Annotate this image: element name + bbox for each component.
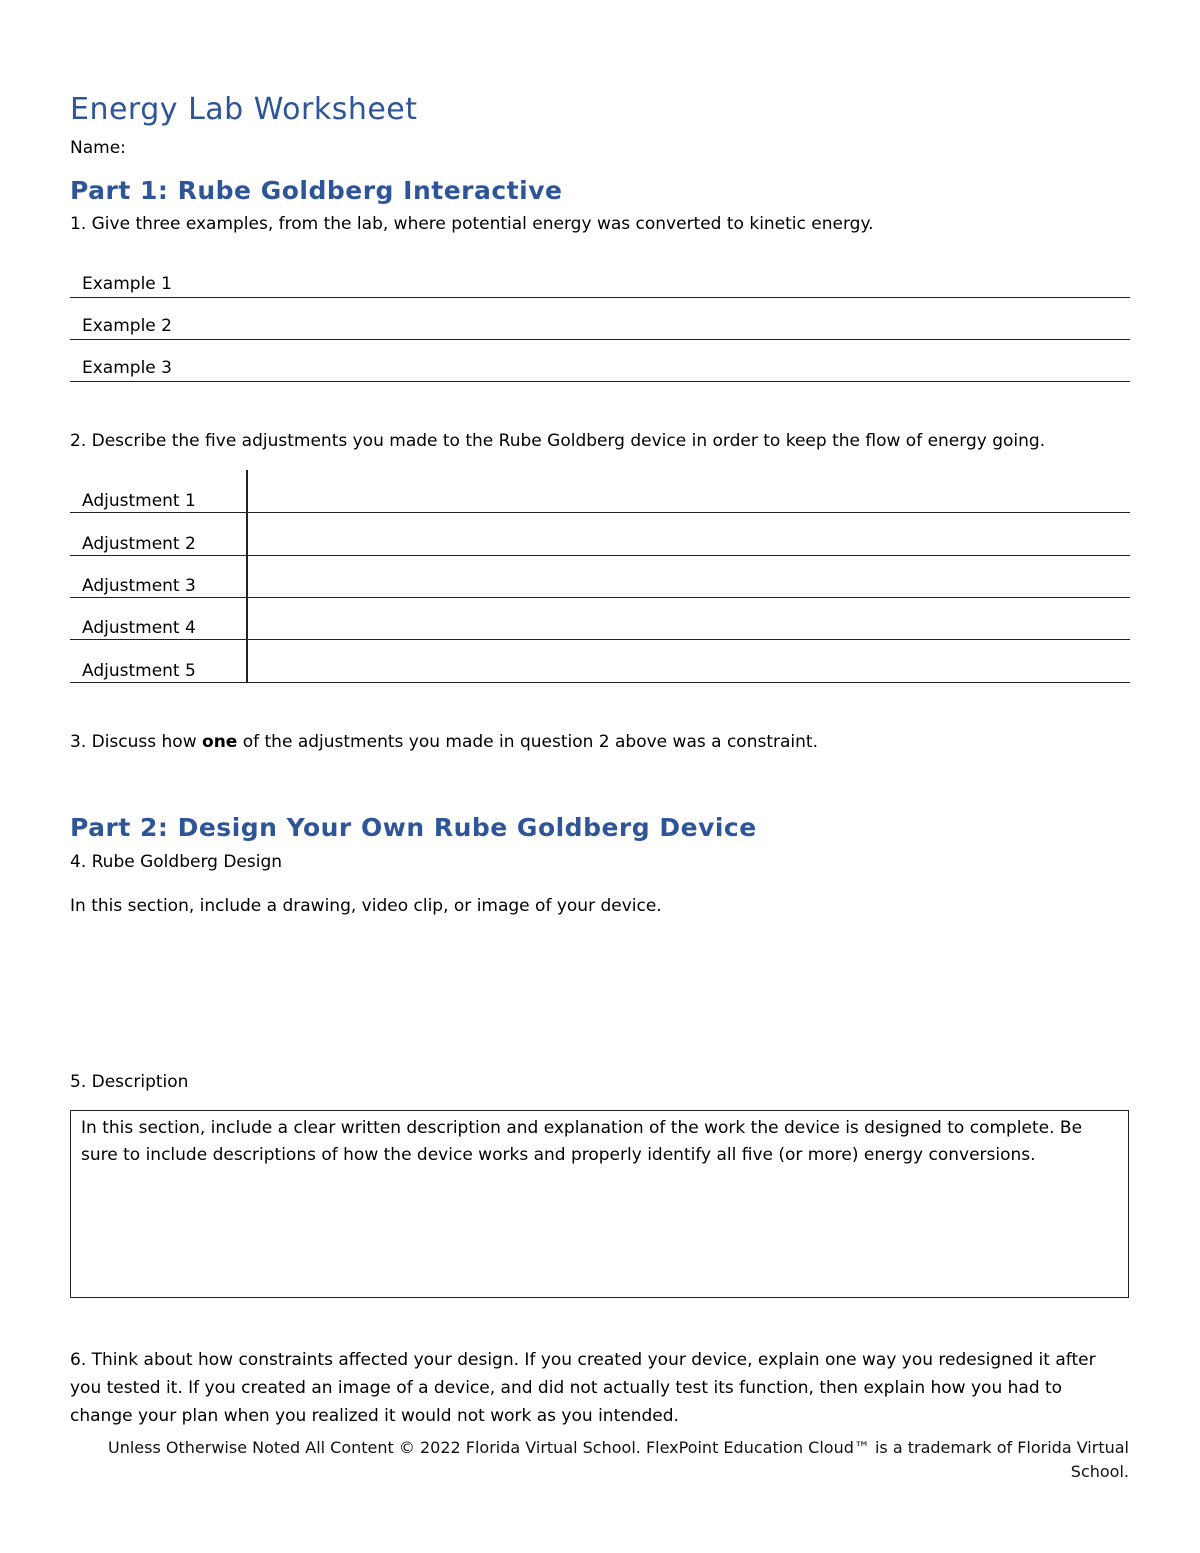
footer-copyright: Unless Otherwise Noted All Content © 2022 Florida Virtual School. FlexPoint Education Cloud™ is a trademark of Florida Virtual School.: [108, 1438, 1129, 1481]
adjustments-table: [70, 470, 1130, 683]
part1-heading: Part 1: Rube Goldberg Interactive: [70, 176, 563, 205]
question-4-instruction: In this section, include a drawing, video clip, or image of your device.: [70, 896, 662, 916]
question-6: 6. Think about how constraints affected your design. If you created your device, explain one way you redesigned it after you tested it. If you created an image of a device, and did not actually test its function, then explain how you had to change your plan when you realized it would not work as you intended.: [70, 1350, 1096, 1426]
question-4: 4. Rube Goldberg Design: [70, 852, 283, 872]
adjustment-row-4[interactable]: [70, 597, 1130, 640]
adjustment-row-2[interactable]: [70, 513, 1130, 556]
adjustment-label-2: Adjustment 2: [82, 534, 196, 554]
description-box-text: In this section, include a clear written description and explanation of the work the device is designed to complete. Be sure to include descriptions of how the device works and properly identify all five (or more) energy conversions.: [81, 1118, 1083, 1165]
question-3-text-a: 3. Discuss how: [70, 732, 203, 752]
adjustment-label-3: Adjustment 3: [82, 576, 196, 596]
example-label-3: Example 3: [82, 358, 172, 378]
question-3: [70, 732, 818, 752]
adjustment-label-4: Adjustment 4: [82, 618, 196, 638]
question-1: 1. Give three examples, from the lab, where potential energy was converted to kinetic energy.: [70, 214, 874, 234]
adjustment-label-1: Adjustment 1: [82, 491, 196, 511]
adjustment-row-5[interactable]: [70, 640, 1130, 683]
question-5: 5. Description: [70, 1072, 189, 1092]
example-row-3[interactable]: [70, 352, 1130, 382]
page-title: Energy Lab Worksheet: [70, 92, 418, 127]
adjustment-row-1[interactable]: [70, 470, 1130, 513]
example-row-1[interactable]: [70, 268, 1130, 298]
adjustment-row-3[interactable]: [70, 555, 1130, 598]
example-label-1: Example 1: [82, 274, 172, 294]
adjustment-label-5: Adjustment 5: [82, 661, 196, 681]
part2-heading: Part 2: Design Your Own Rube Goldberg Device: [70, 813, 757, 842]
question-3-text-b: of the adjustments you made in question 2 above was a constraint.: [237, 732, 818, 752]
example-label-2: Example 2: [82, 316, 172, 336]
example-row-2[interactable]: [70, 310, 1130, 340]
question-3-emphasis: one: [202, 732, 238, 752]
question-2: 2. Describe the five adjustments you made to the Rube Goldberg device in order to keep the flow of energy going.: [70, 431, 1046, 451]
description-box[interactable]: [70, 1110, 1129, 1298]
name-label: Name:: [70, 138, 126, 158]
